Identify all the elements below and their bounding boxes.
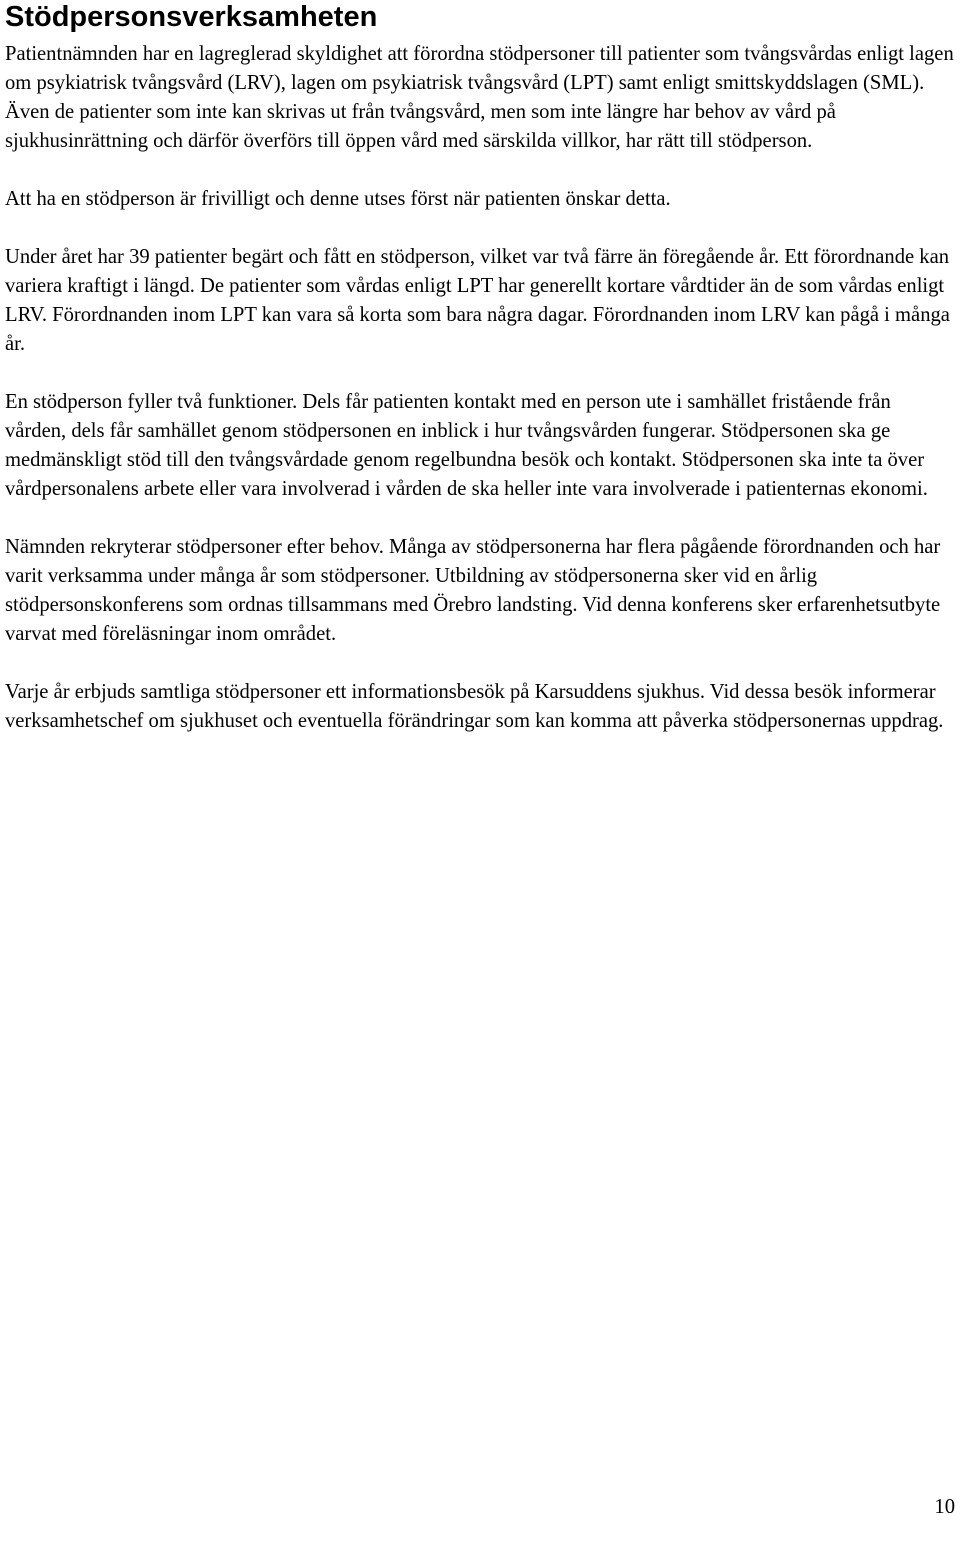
page-number: 10 [934,1496,955,1518]
paragraph-recruitment: Nämnden rekryterar stödpersoner efter behov. Många av stödpersonerna har flera pågående förordnanden och har varit verksamma under många år som stödpersoner. Utbildning av stödpersonerna sker vid en årlig stödpersonskonferens som ordnas tillsammans med Örebro landsting. Vid denna konferens sker erfarenhetsutbyte varvat med föreläsningar inom området. [5,536,941,645]
paragraph-legal-duty: Patientnämnden har en lagreglerad skyldighet att förordna stödpersoner till patienter som tvångsvårdas enligt lagen om psykiatrisk tvångsvård (LRV), lagen om psykiatrisk tvångsvård (LPT) samt enligt smittskyddslagen (SML). Även de patienter som inte kan skrivas ut från tvångsvård, men som inte längre har behov av vård på sjukhusinrättning och därför överförs till öppen vård med särskilda villkor, har rätt till stödperson. [5,43,954,152]
paragraph-functions: En stödperson fyller två funktioner. Dels får patienten kontakt med en person ute i samhället fristående från vården, dels får samhället genom stödpersonen en inblick i hur tvångsvården fungerar. Stödpersonen ska ge medmänskligt stöd till den tvångsvårdade genom regelbundna besök och kontakt. Stödpersonen ska inte ta över vårdpersonalens arbete eller vara involverad i vården de ska heller inte vara involverade i patienternas ekonomi. [5,391,928,500]
document-page [5,0,955,736]
paragraph-statistics: Under året har 39 patienter begärt och fått en stödperson, vilket var två färre än föregående år. Ett förordnande kan variera kraftigt i längd. De patienter som vårdas enligt LPT har generellt kortare vårdtider än de som vårdas enligt LRV. Förordnanden inom LPT kan vara så korta som bara några dagar. Förordnanden inom LRV kan pågå i många år. [5,246,950,355]
paragraph-information-visit: Varje år erbjuds samtliga stödpersoner ett informationsbesök på Karsuddens sjukhus. Vid dessa besök informerar verksamhetschef om sjukhuset och eventuella förändringar som kan komma att påverka stödpersonernas uppdrag. [5,681,944,732]
paragraph-voluntary: Att ha en stödperson är frivilligt och denne utses först när patienten önskar detta. [5,188,671,210]
section-heading: Stödpersonsverksamheten [5,1,378,33]
